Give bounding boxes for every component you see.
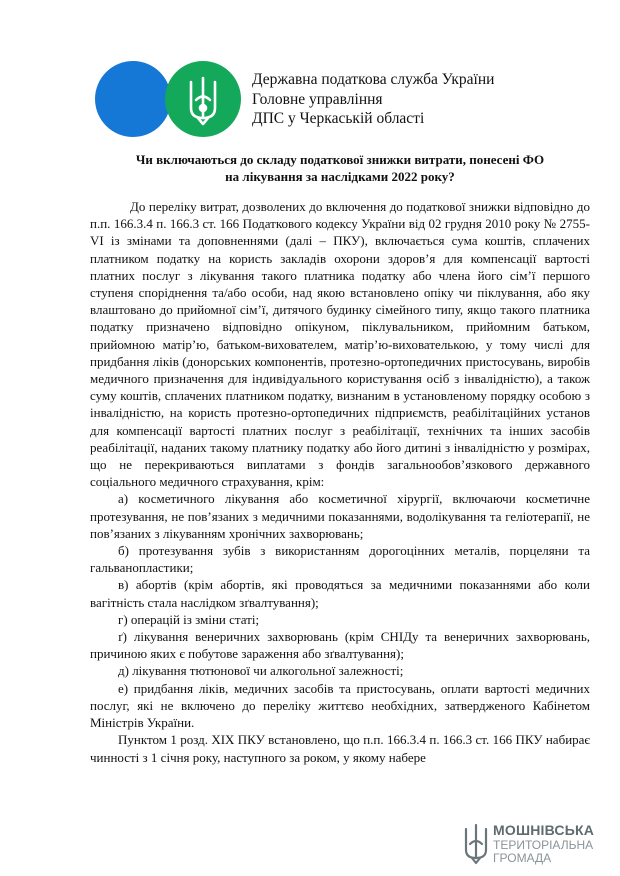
list-item-g: ґ) лікування венеричних захворювань (крім СНІДу та венеричних захворювань, причиною яких є побутове зараження або зґвалтування);: [90, 629, 590, 662]
title-line-1: Чи включаються до складу податкової знижки витрати, понесені ФО: [135, 152, 545, 167]
title-line-2: на лікування за наслідками 2022 року?: [225, 169, 455, 184]
org-line-1: Державна податкова служба України: [252, 71, 495, 88]
list-item-e: е) придбання ліків, медичних засобів та пристосувань, оплати вартості медичних послуг, які не включено до переліку життєво необхідних, затвердженого Кабінетом Міністрів України.: [90, 680, 590, 731]
dps-logo: [88, 60, 248, 138]
document-body: [90, 198, 590, 766]
list-item-h: г) операцій із зміни статі;: [118, 611, 260, 627]
intro-paragraph: До переліку витрат, дозволених до включення до податкової знижки відповідно до п.п. 166.3.4 п. 166.3 ст. 166 Податкового кодексу України від 02 грудня 2010 року № 2755-VI із змінами та доповненнями (далі – ПКУ), включається сума коштів, сплачених платником податку на користь закладів охорони здоров’я для компенсації вартості платних послуг з лікування такого платника податку або члена його сім’ї першого ступеня споріднення та/або особи, над якою встановлено опіку чи піклування, або яку влаштовано до прийомної сім’ї, дитячого будинку сімейного типу, якщо такого платника податку призначено відповідно опікуном, піклувальником, прийомним батьком, прийомною матір’ю, батьком-вихователем, матір’ю-вихователькою, у тому числі для придбання ліків (донорських компонентів, протезно-ортопедичних пристосувань, виробів медичного призначення для індивідуального користування осіб з інвалідністю), а також суму коштів, сплачених платником податку, визнаним в установленому порядку особою з інвалідністю, на користь протезно-ортопедичних підприємств, реабілітаційних установ для компенсації вартості платних послуг з реабілітації, технічних та інших засобів реабілітації, наданих такому платнику податку або його дитині з інвалідністю у розмірах, що не перекриваються виплатами з фондів загальнообов’язкового державного соціального медичного страхування, крім:: [90, 199, 590, 490]
list-item-b: б) протезування зубів з використанням дорогоцінних металів, порцеляни та гальванопластики;: [90, 543, 590, 576]
watermark-line-2: ТЕРИТОРІАЛЬНА: [493, 838, 594, 852]
document-title: [90, 151, 590, 185]
org-line-3: ДПС у Черкаській області: [252, 110, 425, 127]
trident-icon: [462, 822, 490, 866]
organization-name: [252, 70, 494, 129]
watermark-line-3: ГРОМАДА: [493, 851, 552, 865]
logo-blue-circle: [95, 61, 171, 137]
list-item-d: д) лікування тютюнової чи алкогольної залежності;: [118, 663, 404, 679]
list-item-v: в) абортів (крім абортів, які проводяться за медичними показаннями або коли вагітність стала наслідком зґвалтування);: [90, 577, 590, 610]
closing-paragraph: Пунктом 1 розд. ХІХ ПКУ встановлено, що п.п. 166.3.4 п. 166.3 ст. 166 ПКУ набирає чинності з 1 січня року, наступного за роком, у якому набере: [90, 732, 590, 765]
org-line-2: Головне управління: [252, 90, 383, 108]
list-item-a: а) косметичного лікування або косметичної хірургії, включаючи косметичне протезування, не пов’язаних з медичними показаннями, водолікування та геліотерапії, не пов’язаних з лікуванням хронічних захворювань;: [90, 491, 590, 541]
watermark-line-1: МОШНІВСЬКА: [493, 822, 595, 838]
community-watermark: [462, 822, 602, 868]
